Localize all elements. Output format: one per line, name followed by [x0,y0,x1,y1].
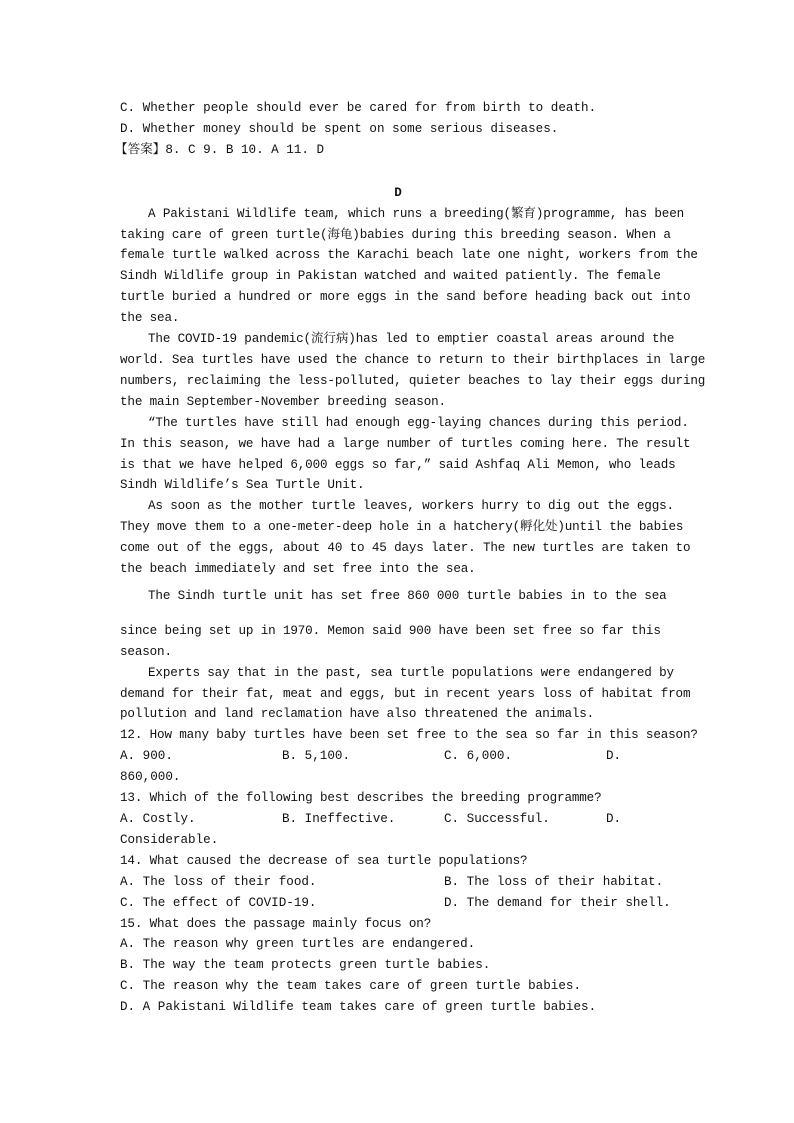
text-line: A Pakistani Wildlife team, which runs a breeding(繁育)programme, has been [148,206,685,221]
option-b: B. 5,100. [282,749,351,764]
answer-key: 【答案】8. C 9. B 10. A 11. D [115,142,325,157]
text-line: the sea. [120,311,180,326]
spacer [120,607,676,621]
option-a: A. Costly. [120,812,196,826]
text-line: In this season, we have had a large number of turtles coming here. The result [120,436,691,451]
question-stem: 15. What does the passage mainly focus on? [120,916,432,931]
text-line: season. [120,644,172,659]
paragraph-2 [120,329,706,413]
document-page [115,98,706,1018]
option-c: C. The reason why the team takes care of green turtle babies. [120,979,582,994]
option-a: A. The reason why green turtles are endangered. [120,937,476,952]
question-13 [120,788,676,851]
option-c: C. 6,000. [444,749,513,764]
text-line: pollution and land reclamation have also threatened the animals. [120,707,595,722]
text-line: Sindh Wildlife group in Pakistan watched and waited patiently. The female [120,269,661,284]
paragraph-3 [120,413,691,497]
paragraph-6 [120,663,691,726]
question-15 [120,914,676,1019]
option-d: D. A Pakistani Wildlife team takes care of green turtle babies. [120,1000,597,1015]
option-d: D. The demand for their shell. [444,895,671,910]
text-line: world. Sea turtles have used the chance to return to their birthplaces in large [120,352,706,367]
text-line: turtle buried a hundred or more eggs in the sand before heading back out into [120,290,691,305]
question-stem: 12. How many baby turtles have been set free to the sea so far in this season? [120,728,698,743]
option-c: C. Successful. [444,812,550,826]
text-line: They move them to a one-meter-deep hole in a hatchery(孵化处)until the babies [120,520,684,535]
option-d-continuation: 860,000. [120,770,181,785]
text-line: the beach immediately and set free into the sea. [120,562,476,577]
text-line: numbers, reclaiming the less-polluted, quieter beaches to lay their eggs during [120,373,706,388]
question-stem: 14. What caused the decrease of sea turtle populations? [120,853,528,868]
text-line: The COVID-19 pandemic(流行病)has led to emptier coastal areas around the [148,332,675,347]
passage [120,204,706,726]
text-line: “The turtles have still had enough egg-laying chances during this period. [148,415,689,430]
text-line: The Sindh turtle unit has set free 860 000 turtle babies in to the sea [148,588,667,603]
text-line: come out of the eggs, about 40 to 45 days later. The new turtles are taken to [120,541,691,556]
text-line: taking care of green turtle(海龟)babies during this breeding season. When a [120,227,671,242]
text-line: female turtle walked across the Karachi beach late one night, workers from the [120,248,698,263]
prev-option-d: D. Whether money should be spent on some serious diseases. [120,121,559,136]
option-b: B. The loss of their habitat. [444,874,664,889]
option-c: C. The effect of COVID-19. [120,895,317,910]
option-b: B. The way the team protects green turtle babies. [120,958,491,973]
paragraph-5 [120,586,676,663]
paragraph-4 [120,496,691,580]
prev-option-c: C. Whether people should ever be cared for from birth to death. [120,101,597,115]
option-d-continuation: Considerable. [120,832,219,847]
option-d: D. [606,812,622,826]
text-line: the main September-November breeding season. [120,394,446,409]
text-line: Sindh Wildlife’s Sea Turtle Unit. [120,478,365,493]
text-line: As soon as the mother turtle leaves, workers hurry to dig out the eggs. [148,499,674,514]
option-a: A. The loss of their food. [120,874,317,889]
text-line: demand for their fat, meat and eggs, but in recent years loss of habitat from [120,686,691,701]
text-line: Experts say that in the past, sea turtle populations were endangered by [148,665,674,680]
question-12 [120,725,698,788]
paragraph-1 [120,204,698,329]
section-heading: D [394,185,402,200]
option-d: D. [606,749,622,764]
question-stem: 13. Which of the following best describes the breeding programme? [120,791,602,806]
option-a: A. 900. [120,749,173,764]
option-b: B. Ineffective. [282,812,396,826]
question-14 [120,851,676,914]
text-line: is that we have helped 6,000 eggs so far,” said Ashfaq Ali Memon, who leads [120,457,676,472]
text-line: since being set up in 1970. Memon said 900 have been set free so far this [120,623,661,638]
